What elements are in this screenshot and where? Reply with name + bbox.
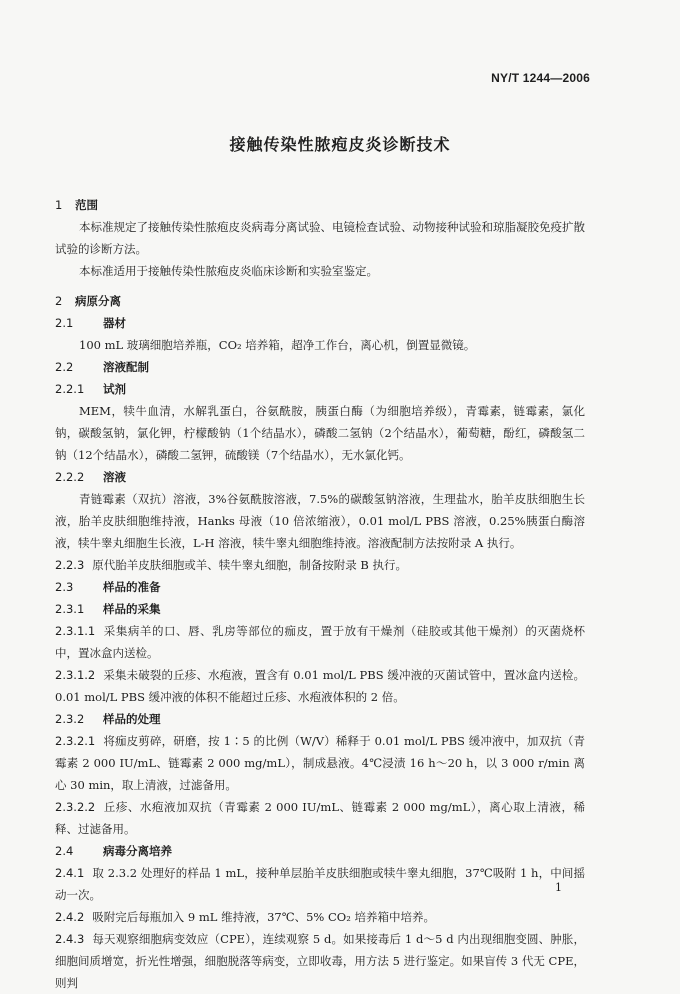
page-number: 1	[555, 881, 562, 894]
standard-code: NY/T 1244—2006	[491, 71, 590, 85]
section-1-paragraph-2: 本标准适用于接触传染性脓疱皮炎临床诊断和实验室鉴定。	[79, 264, 378, 278]
section-2-2-1-heading: 2.2.1 试剂	[55, 382, 126, 396]
section-2-2-3: 2.2.3 原代胎羊皮肤细胞或羊、犊牛睾丸细胞，制备按附录 B 执行。	[55, 558, 408, 572]
section-2-2-1-text: MEM，犊牛血清，水解乳蛋白，谷氨酰胺，胰蛋白酶（为细胞培养级），青霉素，链霉素，氯化钠，碳酸氢钠，氯化钾，柠檬酸钠（1个结晶水），磷酸二氢钠（2个结晶水），葡萄糖，酚红，磷酸氢二钠（12个结晶水），磷酸二氢钾，硫酸镁（7个结晶水），无水氯化钙。	[55, 404, 585, 462]
section-2-1-text: 100 mL 玻璃细胞培养瓶，CO₂ 培养箱，超净工作台，离心机，倒置显微镜。	[79, 338, 476, 352]
section-1-paragraph-1: 本标准规定了接触传染性脓疱皮炎病毒分离试验、电镜检查试验、动物接种试验和琼脂凝胶免疫扩散试验的诊断方法。	[55, 220, 585, 256]
section-2-3-2-2: 2.3.2.2 丘疹、水疱液加双抗（青霉素 2 000 IU/mL、链霉素 2 000 mg/mL），离心取上清液，稀释、过滤备用。	[55, 800, 585, 836]
section-2-2-heading: 2.2 溶液配制	[55, 360, 149, 374]
section-2-3-heading: 2.3 样品的准备	[55, 580, 161, 594]
section-2-2-2-text: 青链霉素（双抗）溶液，3%谷氨酰胺溶液，7.5%的碳酸氢钠溶液，生理盐水，胎羊皮肤细胞生长液，胎羊皮肤细胞维持液，Hanks 母液（10 倍浓缩液），0.01 mol/L PBS 溶液，0.25%胰蛋白酶溶液，犊牛睾丸细胞生长液，L-H 溶液，犊牛睾丸细胞维持液。溶液配制方法按附录 A 执行。	[55, 492, 585, 550]
section-1-heading: 1 范围	[55, 198, 98, 212]
document-body	[55, 186, 585, 994]
section-2-3-1-1: 2.3.1.1 采集病羊的口、唇、乳房等部位的痂皮，置于放有干燥剂（硅胶或其他干燥剂）的灭菌烧杯中，置冰盒内送检。	[55, 624, 585, 660]
section-2-heading: 2 病原分离	[55, 294, 121, 308]
section-2-3-2-heading: 2.3.2 样品的处理	[55, 712, 161, 726]
document-title: 接触传染性脓疱皮炎诊断技术	[229, 135, 451, 154]
section-2-4-3: 2.4.3 每天观察细胞病变效应（CPE），连续观察 5 d。如果接毒后 1 d～5 d 内出现细胞变圆、肿胀，细胞间质增宽，折光性增强，细胞脱落等病变，立即收毒，用方法 5 进行鉴定。如果盲传 3 代无 CPE，则判	[55, 932, 585, 990]
section-2-3-1-2: 2.3.1.2 采集未破裂的丘疹、水疱液，置含有 0.01 mol/L PBS 缓冲液的灭菌试管中，置冰盒内送检。0.01 mol/L PBS 缓冲液的体积不能超过丘疹、水疱液体积的 2 倍。	[55, 668, 585, 704]
section-2-2-2-heading: 2.2.2 溶液	[55, 470, 126, 484]
section-2-3-1-heading: 2.3.1 样品的采集	[55, 602, 161, 616]
section-2-3-2-1: 2.3.2.1 将痂皮剪碎，研磨，按 1∶5 的比例（W/V）稀释于 0.01 mol/L PBS 缓冲液中，加双抗（青霉素 2 000 IU/mL、链霉素 2 000 mg/mL），制成悬液。4℃浸渍 16 h～20 h，以 3 000 r/min 离心 30 min，取上清液，过滤备用。	[55, 734, 585, 792]
section-2-4-heading: 2.4 病毒分离培养	[55, 844, 172, 858]
section-2-4-2: 2.4.2 吸附完后每瓶加入 9 mL 维持液，37℃、5% CO₂ 培养箱中培养。	[55, 910, 435, 924]
section-2-4-1: 2.4.1 取 2.3.2 处理好的样品 1 mL，接种单层胎羊皮肤细胞或犊牛睾丸细胞，37℃吸附 1 h，中间摇动一次。	[55, 866, 585, 902]
section-2-1-heading: 2.1 器材	[55, 316, 126, 330]
